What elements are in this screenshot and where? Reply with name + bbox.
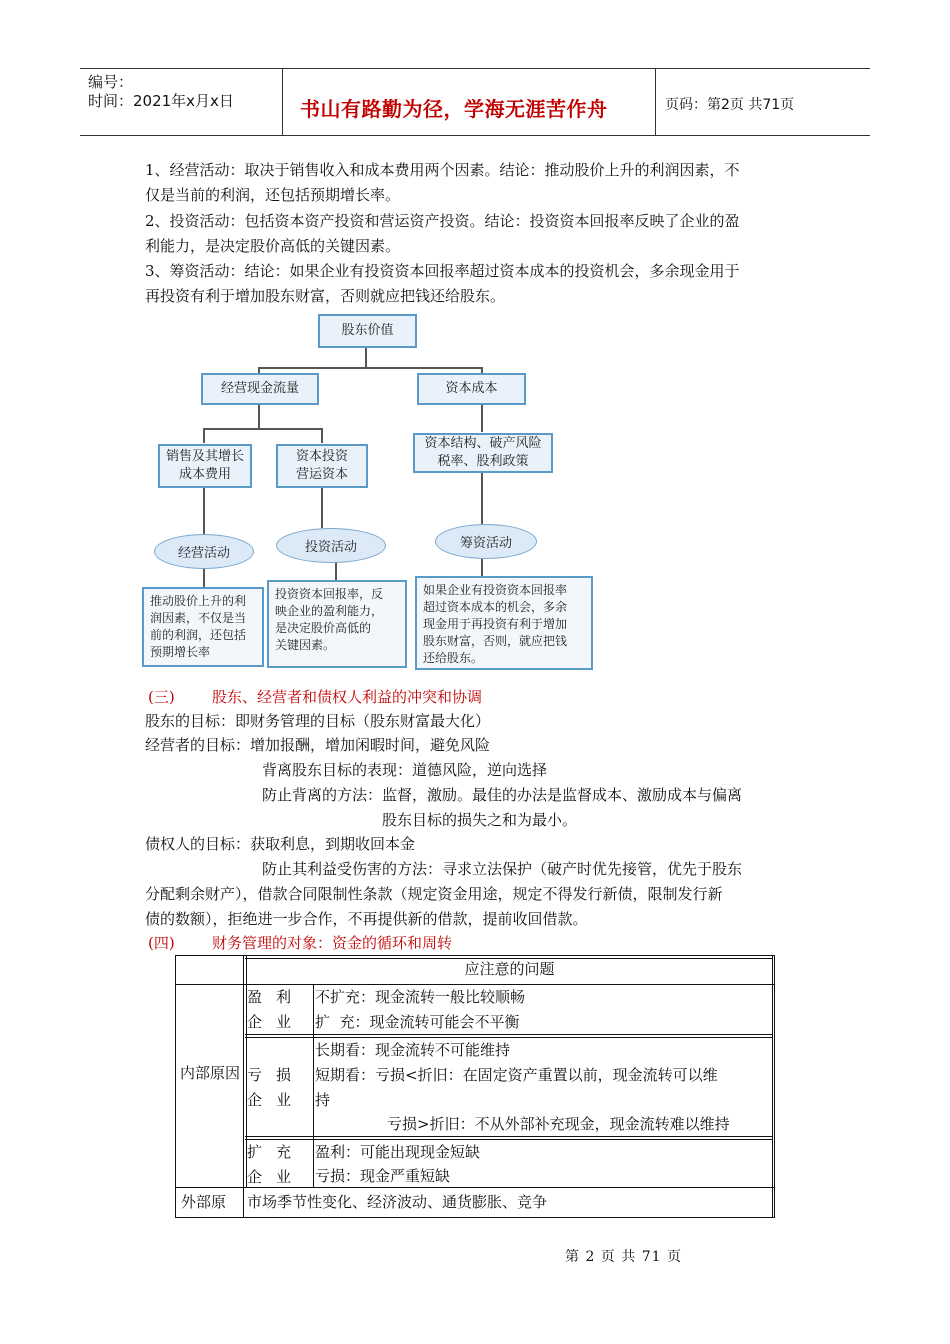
section3-line-3: 背离股东目标的表现：道德风险，逆向选择 [262, 761, 548, 779]
diagram-cost-of-capital-box: 资本成本 [417, 373, 526, 405]
table-header: 应注意的问题 [464, 960, 555, 978]
header-divider-right [655, 68, 656, 135]
table-external-label: 外部原 [181, 1193, 227, 1211]
connector [203, 488, 205, 534]
diagram-operating-result-box: 推动股价上升的利 润因素，不仅是当 前的利润，还包括 预期增长率 [142, 587, 264, 667]
intro-line-5: 3、筹资活动：结论：如果企业有投资资本回报率超过资本成本的投资机会，多余现金用于 [145, 262, 740, 280]
header-page-info: 页码：第2页 共71页 [665, 97, 795, 113]
connector [258, 367, 483, 369]
diagram-capital-structure-box: 资本结构、破产风险 税率、股利政策 [413, 433, 553, 473]
table-internal-label: 内部原因 [179, 1064, 240, 1082]
section3-line-4: 防止背离的方法：监督，激励。最佳的办法是监督成本、激励成本与偏离 [262, 786, 743, 804]
intro-line-2: 仅是当前的利润，还包括预期增长率。 [145, 186, 401, 204]
table-rule [175, 955, 775, 956]
table-type-profitable: 盈利企业 [247, 988, 306, 1031]
section3-number: (三) [148, 688, 175, 706]
table-rule [772, 955, 773, 1217]
section4-heading: 财务管理的对象：资金的循环和周转 [212, 934, 453, 952]
connector [321, 488, 323, 528]
connector [321, 428, 323, 443]
intro-line-6: 再投资有利于增加股东财富，否则就应把钱还给股东。 [145, 287, 506, 305]
section3-line-7: 防止其利益受伤害的方法：寻求立法保护（破产时优先接管，优先于股东 [262, 860, 743, 878]
diagram-financing-activity-ellipse: 筹资活动 [435, 524, 537, 559]
diagram-financing-result-box: 如果企业有投资资本回报率 超过资本成本的机会，多余 现金用于再投资有利于增加 股东财富，否则，就应把钱 还给股东。 [415, 576, 593, 670]
header-top-rule [80, 68, 870, 69]
section3-line-9: 债的数额），拒绝进一步合作，不再提供新的借款，提前收回借款。 [145, 910, 588, 928]
header-divider-left [282, 68, 283, 135]
table-cell-text: 短期看：亏损<折旧：在固定资产重置以前，现金流转可以维 [315, 1066, 718, 1084]
connector [203, 428, 205, 443]
table-cell-text: 亏损>折旧：不从外部补充现金，现金流转难以维持 [387, 1115, 730, 1133]
diagram-capital-investment-box: 资本投资 营运资本 [276, 444, 368, 488]
section4-number: (四) [148, 934, 175, 952]
section3-line-1: 股东的目标：即财务管理的目标（股东财富最大化） [145, 712, 491, 730]
connector [481, 558, 483, 576]
diagram-sales-cost-box: 销售及其增长 成本费用 [158, 444, 252, 488]
connector [335, 562, 337, 580]
header-serial: 编号： [88, 73, 134, 91]
table-type-loss: 亏损企业 [247, 1066, 306, 1109]
section3-line-6: 债权人的目标：获取利息，到期收回本金 [145, 835, 416, 853]
table-rule [175, 1217, 775, 1218]
diagram-operating-cashflow-box: 经营现金流量 [201, 373, 319, 405]
cashflow-issues-table [175, 955, 775, 1220]
page-footer: 第 2 页 共 71 页 [565, 1249, 682, 1265]
header-date: 时间：2021年x月x日 [88, 92, 234, 110]
table-rule [243, 955, 244, 1217]
intro-line-3: 2、投资活动：包括资本资产投资和营运资产投资。结论：投资资本回报率反映了企业的盈 [145, 212, 740, 230]
section3-line-5: 股东目标的损失之和为最小。 [382, 811, 578, 829]
diagram-investing-result-box: 投资资本回报率，反 映企业的盈利能力， 是决定股价高低的 关键因素。 [267, 580, 407, 668]
table-cell-text: 持 [315, 1091, 331, 1109]
intro-line-1: 1、经营活动：取决于销售收入和成本费用两个因素。结论：推动股价上升的利润因素，不 [145, 161, 740, 179]
section3-heading: 股东、经营者和债权人利益的冲突和协调 [212, 688, 483, 706]
diagram-investing-activity-ellipse: 投资活动 [276, 528, 386, 563]
table-rule [774, 955, 775, 1217]
section3-line-2: 经营者的目标：增加报酬，增加闲暇时间，避免风险 [145, 736, 491, 754]
diagram-operating-activity-ellipse: 经营活动 [154, 534, 254, 569]
table-cell-text: 盈利：可能出现现金短缺 [315, 1143, 481, 1161]
table-type-expanding: 扩充企业 [247, 1143, 306, 1186]
shareholder-value-diagram [140, 312, 595, 672]
connector [203, 428, 323, 430]
table-cell-text: 亏损：现金严重短缺 [315, 1167, 451, 1185]
header-motto: 书山有路勤为径，学海无涯苦作舟 [300, 97, 608, 121]
table-rule [175, 955, 176, 1217]
table-cell-text: 不扩充：现金流转一般比较顺畅 [315, 988, 526, 1006]
table-rule [313, 984, 314, 1187]
connector [203, 569, 205, 587]
intro-line-4: 利能力，是决定股价高低的关键因素。 [145, 237, 401, 255]
table-external-text: 市场季节性变化、经济波动、通货膨胀、竞争 [247, 1193, 548, 1211]
table-cell-text: 长期看：现金流转不可能维持 [315, 1041, 511, 1059]
header-bottom-rule [80, 135, 870, 136]
diagram-root-box: 股东价值 [318, 314, 417, 348]
table-cell-text: 扩 充：现金流转可能会不平衡 [315, 1013, 520, 1031]
connector [481, 404, 483, 432]
section3-line-8: 分配剩余财产），借款合同限制性条款（规定资金用途，规定不得发行新债，限制发行新 [145, 885, 723, 903]
connector [481, 472, 483, 524]
connector [365, 348, 367, 368]
connector [258, 404, 260, 430]
